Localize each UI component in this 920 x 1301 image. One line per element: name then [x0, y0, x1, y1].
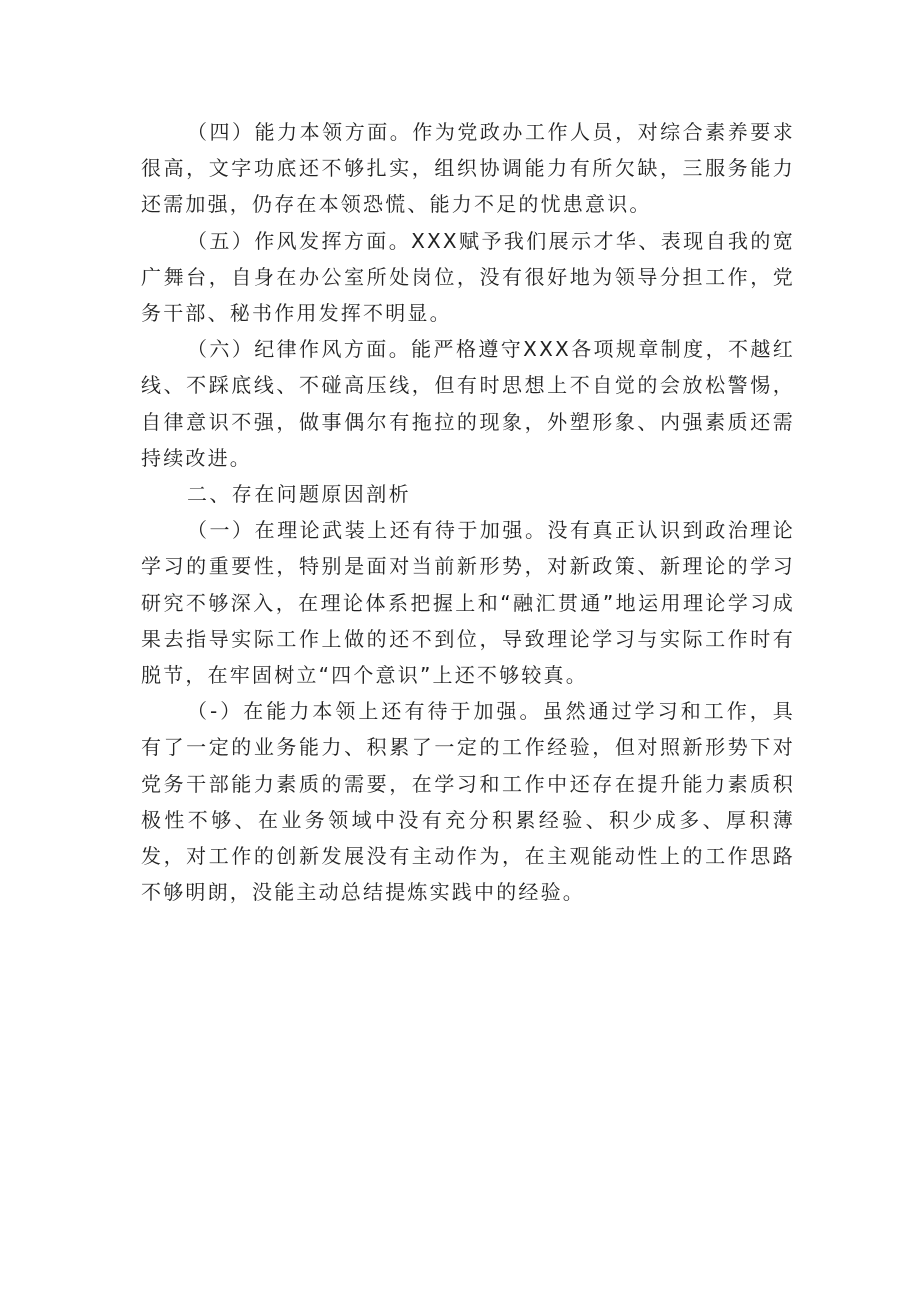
- paragraph-theory: （一）在理论武装上还有待于加强。没有真正认识到政治理论学习的重要性，特别是面对当前新形势，对新政策、新理论的学习研究不够深入，在理论体系把握上和“融汇贯通”地运用理论学习成果去指导实际工作上做的还不到位，导致理论学习与实际工作时有脱节，在牢固树立“四个意识”上还不够较真。: [141, 518, 795, 688]
- paragraph-capability: （-）在能力本领上还有待于加强。虽然通过学习和工作，具有了一定的业务能力、积累了一定的工作经验，但对照新形势下对党务干部能力素质的需要，在学习和工作中还存在提升能力素质积极性不够、在业务领域中没有充分积累经验、积少成多、厚积薄发，对工作的创新发展没有主动作为，在主观能动性上的工作思路不够明朗，没能主动总结提炼实践中的经验。: [141, 699, 795, 905]
- paragraph-ability: （四）能力本领方面。作为党政办工作人员，对综合素养要求很高，文字功底还不够扎实，组织协调能力有所欠缺，三服务能力还需加强，仍存在本领恐慌、能力不足的忧患意识。: [141, 120, 795, 217]
- paragraph-work-style: （五）作风发挥方面。XXX赋予我们展示才华、表现自我的宽广舞台，自身在办公室所处岗位，没有很好地为领导分担工作，党务干部、秘书作用发挥不明显。: [141, 228, 795, 326]
- document-body: [141, 114, 795, 910]
- section-heading-cause-analysis: 二、存在问题原因剖析: [187, 482, 411, 507]
- paragraph-discipline: （六）纪律作风方面。能严格遵守XXX各项规章制度，不越红线、不踩底线、不碰高压线，但有时思想上不自觉的会放松警惕，自律意识不强，做事偶尔有拖拉的现象，外塑形象、内强素质还需持续改进。: [141, 337, 795, 470]
